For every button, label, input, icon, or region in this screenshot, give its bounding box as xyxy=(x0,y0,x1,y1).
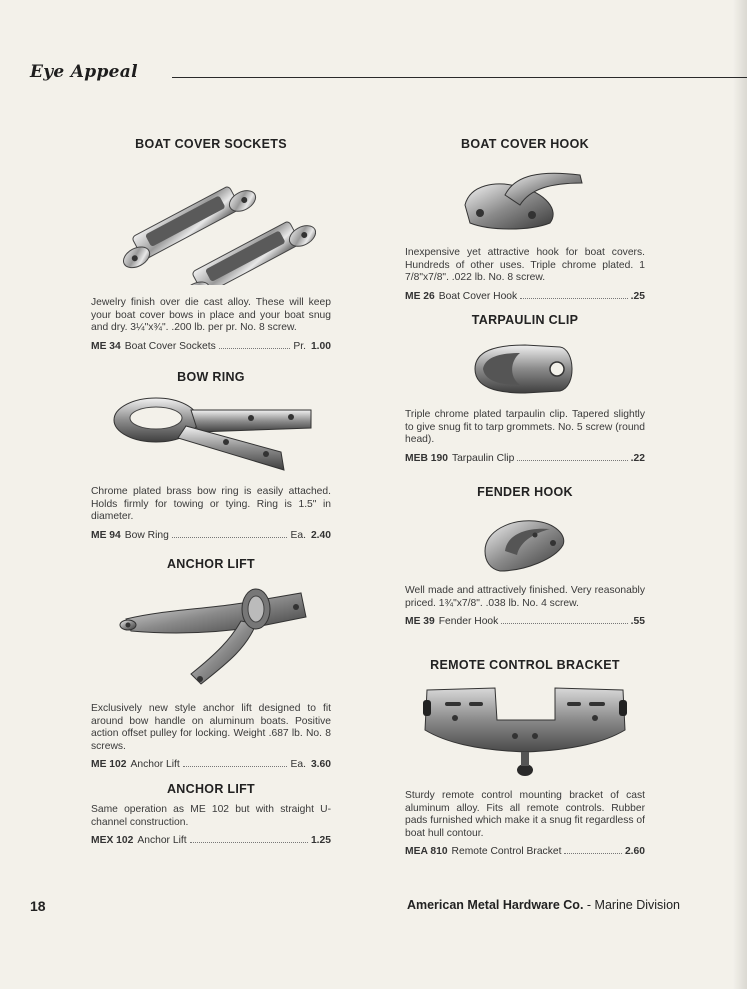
product-price: 2.40 xyxy=(310,529,331,541)
product-code: MEA 810 xyxy=(405,846,448,858)
dot-leader xyxy=(172,537,288,538)
product-name: Boat Cover Sockets xyxy=(124,340,216,352)
anchor-lift-illustration xyxy=(106,579,316,689)
price-line xyxy=(91,530,331,541)
price-line xyxy=(91,759,331,770)
product-description: Exclusively new style anchor lift designed to fit around bow handle on aluminum boats. Positive action offset pulley for locking. Weight .687 lb. No. 8 screws. xyxy=(91,703,331,752)
product-price: .22 xyxy=(630,452,645,464)
product-fender-hook xyxy=(405,485,645,627)
product-title: ANCHOR LIFT xyxy=(166,557,255,571)
product-description: Jewelry finish over die cast alloy. These will keep your boat cover bows in place and your boat snug and dry. 3¼"x¾". .200 lb. per pr. No. 8 screw. xyxy=(91,297,331,334)
product-price: .25 xyxy=(630,290,645,302)
price-line xyxy=(405,453,645,464)
product-description: Inexpensive yet attractive hook for boat covers. Hundreds of other uses. Triple chrome plated. 1 7/8"x7/8". .022 lb. No. 8 screw. xyxy=(405,247,645,284)
product-code: MEB 190 xyxy=(405,452,448,464)
dot-leader xyxy=(517,460,627,461)
product-name: Anchor Lift xyxy=(130,759,180,771)
product-title: BOAT COVER HOOK xyxy=(461,137,589,151)
header-rule xyxy=(172,77,747,78)
product-price: 3.60 xyxy=(310,759,331,771)
product-title: REMOTE CONTROL BRACKET xyxy=(430,658,620,672)
product-code: ME 26 xyxy=(405,290,435,302)
fender-hook-illustration xyxy=(475,511,575,575)
product-description: Same operation as ME 102 but with straight U-channel construction. xyxy=(91,804,331,828)
boat-cover-hook-illustration xyxy=(450,165,600,235)
division-name: - Marine Division xyxy=(586,898,680,912)
price-unit: Pr. xyxy=(293,340,306,352)
product-boat-cover-hook xyxy=(405,137,645,302)
product-description: Chrome plated brass bow ring is easily attached. Holds firmly for towing or tying. Ring is 1.5" in diameter. xyxy=(91,486,331,523)
product-anchor-lift xyxy=(91,557,331,770)
company-name: American Metal Hardware Co. xyxy=(406,898,584,912)
product-description: Triple chrome plated tarpaulin clip. Tapered slightly to give snug fit to tarp grommets. No. 5 screw (round head). xyxy=(405,409,645,446)
page-header xyxy=(30,62,747,86)
dot-leader xyxy=(190,842,308,843)
tarpaulin-clip-illustration xyxy=(465,339,585,399)
product-title: ANCHOR LIFT xyxy=(166,782,255,796)
product-tarpaulin-clip xyxy=(405,313,645,464)
product-name: Anchor Lift xyxy=(137,835,187,847)
section-title: Eye Appeal xyxy=(30,62,138,82)
product-title: BOAT COVER SOCKETS xyxy=(135,137,287,151)
price-unit: Ea. xyxy=(290,759,306,771)
product-price: 1.25 xyxy=(310,835,331,847)
product-code: ME 94 xyxy=(91,529,121,541)
product-code: ME 34 xyxy=(91,340,121,352)
product-remote-control-bracket xyxy=(405,658,645,857)
boat-cover-sockets-illustration xyxy=(106,165,316,285)
dot-leader xyxy=(520,298,627,299)
product-price: .55 xyxy=(630,616,645,628)
product-bow-ring xyxy=(91,370,331,541)
product-name: Bow Ring xyxy=(124,529,169,541)
price-line xyxy=(91,835,331,846)
product-title: BOW RING xyxy=(177,370,245,384)
dot-leader xyxy=(219,348,291,349)
product-anchor-lift-2 xyxy=(91,782,331,846)
page-number: 18 xyxy=(30,898,46,914)
product-name: Remote Control Bracket xyxy=(451,846,562,858)
price-unit: Ea. xyxy=(290,529,306,541)
product-price: 2.60 xyxy=(624,846,645,858)
price-line xyxy=(91,341,331,352)
remote-control-bracket-illustration xyxy=(415,680,635,780)
product-code: MEX 102 xyxy=(91,835,134,847)
product-code: ME 39 xyxy=(405,616,435,628)
footer-company xyxy=(407,898,680,912)
page-edge-shadow xyxy=(733,0,747,989)
price-line xyxy=(405,846,645,857)
product-title: TARPAULIN CLIP xyxy=(471,313,579,327)
product-boat-cover-sockets xyxy=(91,137,331,352)
product-name: Boat Cover Hook xyxy=(438,290,518,302)
bow-ring-illustration xyxy=(106,392,316,472)
product-code: ME 102 xyxy=(91,759,127,771)
product-title: FENDER HOOK xyxy=(477,485,573,499)
product-price: 1.00 xyxy=(310,340,331,352)
price-line xyxy=(405,616,645,627)
dot-leader xyxy=(501,623,627,624)
product-name: Fender Hook xyxy=(438,616,499,628)
dot-leader xyxy=(564,853,622,854)
product-description: Sturdy remote control mounting bracket of cast aluminum alloy. Fits all remote controls. Rubber pads furnished which make it a snug fit regardless of boat hull contour. xyxy=(405,790,645,839)
dot-leader xyxy=(183,766,288,767)
product-name: Tarpaulin Clip xyxy=(451,452,515,464)
product-description: Well made and attractively finished. Very reasonably priced. 1¾"x7/8". .038 lb. No. 4 screw. xyxy=(405,585,645,609)
price-line xyxy=(405,291,645,302)
